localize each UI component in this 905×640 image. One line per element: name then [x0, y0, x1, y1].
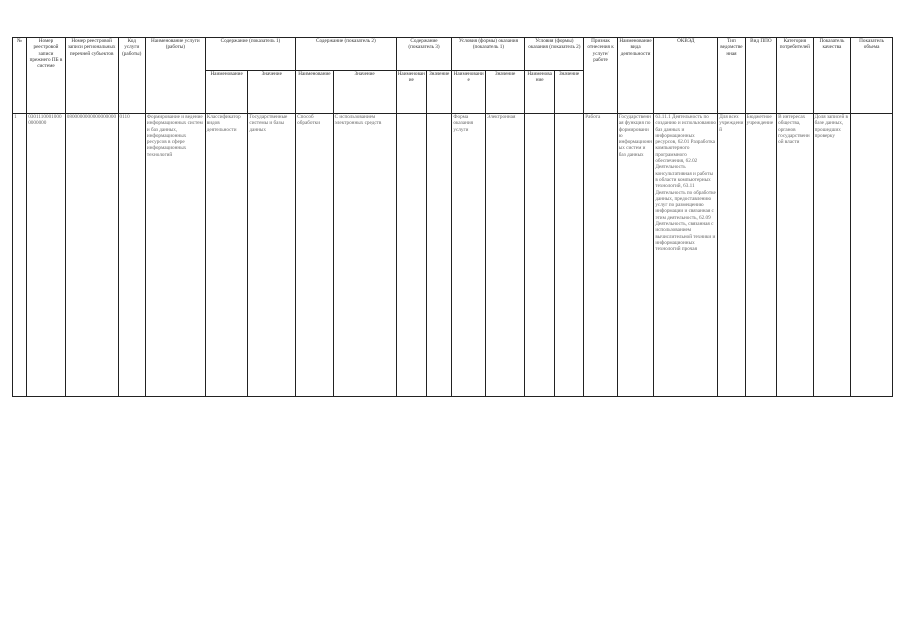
cond1-name-subheader: Наименование	[452, 71, 485, 114]
cell-cond1-value: Электронная	[485, 114, 525, 397]
col-category-header: Категория потребителей	[777, 38, 814, 114]
cell-volume	[851, 114, 893, 397]
cell-type: Для всех учреждений	[718, 114, 745, 397]
col-registry-entry-header: Номер реестровой записи прежнего ПБ в системе	[27, 38, 66, 114]
content2-name-subheader: Наименование	[296, 71, 334, 114]
cell-activity: Государственная функция по формированию информационных систем и баз данных	[617, 114, 654, 397]
cell-service-name: Формирование и ведение информационных систем и баз данных, информационных ресурсов в сфере информационных технологий	[145, 114, 205, 397]
cell-okved: 63.11.1 Деятельность по созданию и использованию баз данных и информационных ресурсов, 62.01 Разработка компьютерного программного обеспечения, 62.02 Деятельность консультативная и работы в области компьютерных технологий, 63.11 Деятельность по обработке данных, предоставлению услуг по размещению информации и связанная с этим деятельность, 62.09 Деятельность, связанная с использованием вычислительной техники и информационных технологий прочая	[654, 114, 718, 397]
col-activity-header: Наименование вида деятельности	[617, 38, 654, 114]
cell-category: В интересах общества, органов государственной власти	[777, 114, 814, 397]
col-paid-header: Признак отнесения к услуге/работе	[584, 38, 617, 114]
cond2-value-subheader: Значение	[554, 71, 583, 114]
cell-cond2-name	[525, 114, 554, 397]
content1-name-subheader: Наименование	[205, 71, 248, 114]
cell-registry-entry: 03011100010000000000	[27, 114, 66, 397]
col-content3-header: Содержание (показатель 3)	[396, 38, 452, 71]
header-row-1	[13, 38, 893, 71]
cell-content3-name	[396, 114, 426, 397]
content3-name-subheader: Наименование	[396, 71, 426, 114]
cell-ppo: Бюджетное учреждение	[745, 114, 776, 397]
col-service-name-header: Наименование услуги (работы)	[145, 38, 205, 114]
cell-no: 1	[13, 114, 27, 397]
col-type-header: Тип ведомственная	[718, 38, 745, 114]
cell-content2-value: С использованием электронных средств	[333, 114, 396, 397]
cond2-name-subheader: Наименование	[525, 71, 554, 114]
cell-cond1-name: Форма оказания услуги	[452, 114, 485, 397]
cell-registry-subject: 0800000000000000000	[65, 114, 118, 397]
cell-service-code: 0110	[118, 114, 145, 397]
cond1-value-subheader: Значение	[485, 71, 525, 114]
col-cond2-header: Условия (формы) оказания (показатель 2)	[525, 38, 584, 71]
cell-cond2-value	[554, 114, 583, 397]
content3-value-subheader: Значение	[427, 71, 452, 114]
col-service-code-header: Код услуги (работы)	[118, 38, 145, 114]
col-ppo-header: Вид ППО	[745, 38, 776, 114]
col-content1-header: Содержание (показатель 1)	[205, 38, 295, 71]
content2-value-subheader: Значение	[333, 71, 396, 114]
col-cond1-header: Условия (формы) оказания (показатель 1)	[452, 38, 525, 71]
services-registry-table	[12, 37, 893, 397]
col-okved-header: ОКВЭД	[654, 38, 718, 114]
cell-content3-value	[427, 114, 452, 397]
col-registry-subject-header: Номер реестровой записи региональных перечней субъектов	[65, 38, 118, 114]
col-quality-header: Показатель качества	[813, 38, 851, 114]
cell-paid: Работа	[584, 114, 617, 397]
cell-content1-value: Государственные системы и базы данных	[248, 114, 296, 397]
cell-quality: Доля записей в базе данных, прошедших проверку	[813, 114, 851, 397]
col-volume-header: Показатель объема	[851, 38, 893, 114]
table-row	[13, 114, 893, 397]
cell-content2-name: Способ обработки	[296, 114, 334, 397]
cell-content1-name: Классификатор видов деятельности	[205, 114, 248, 397]
col-no-header: №	[13, 38, 27, 114]
content1-value-subheader: Значение	[248, 71, 296, 114]
col-content2-header: Содержание (показатель 2)	[296, 38, 396, 71]
